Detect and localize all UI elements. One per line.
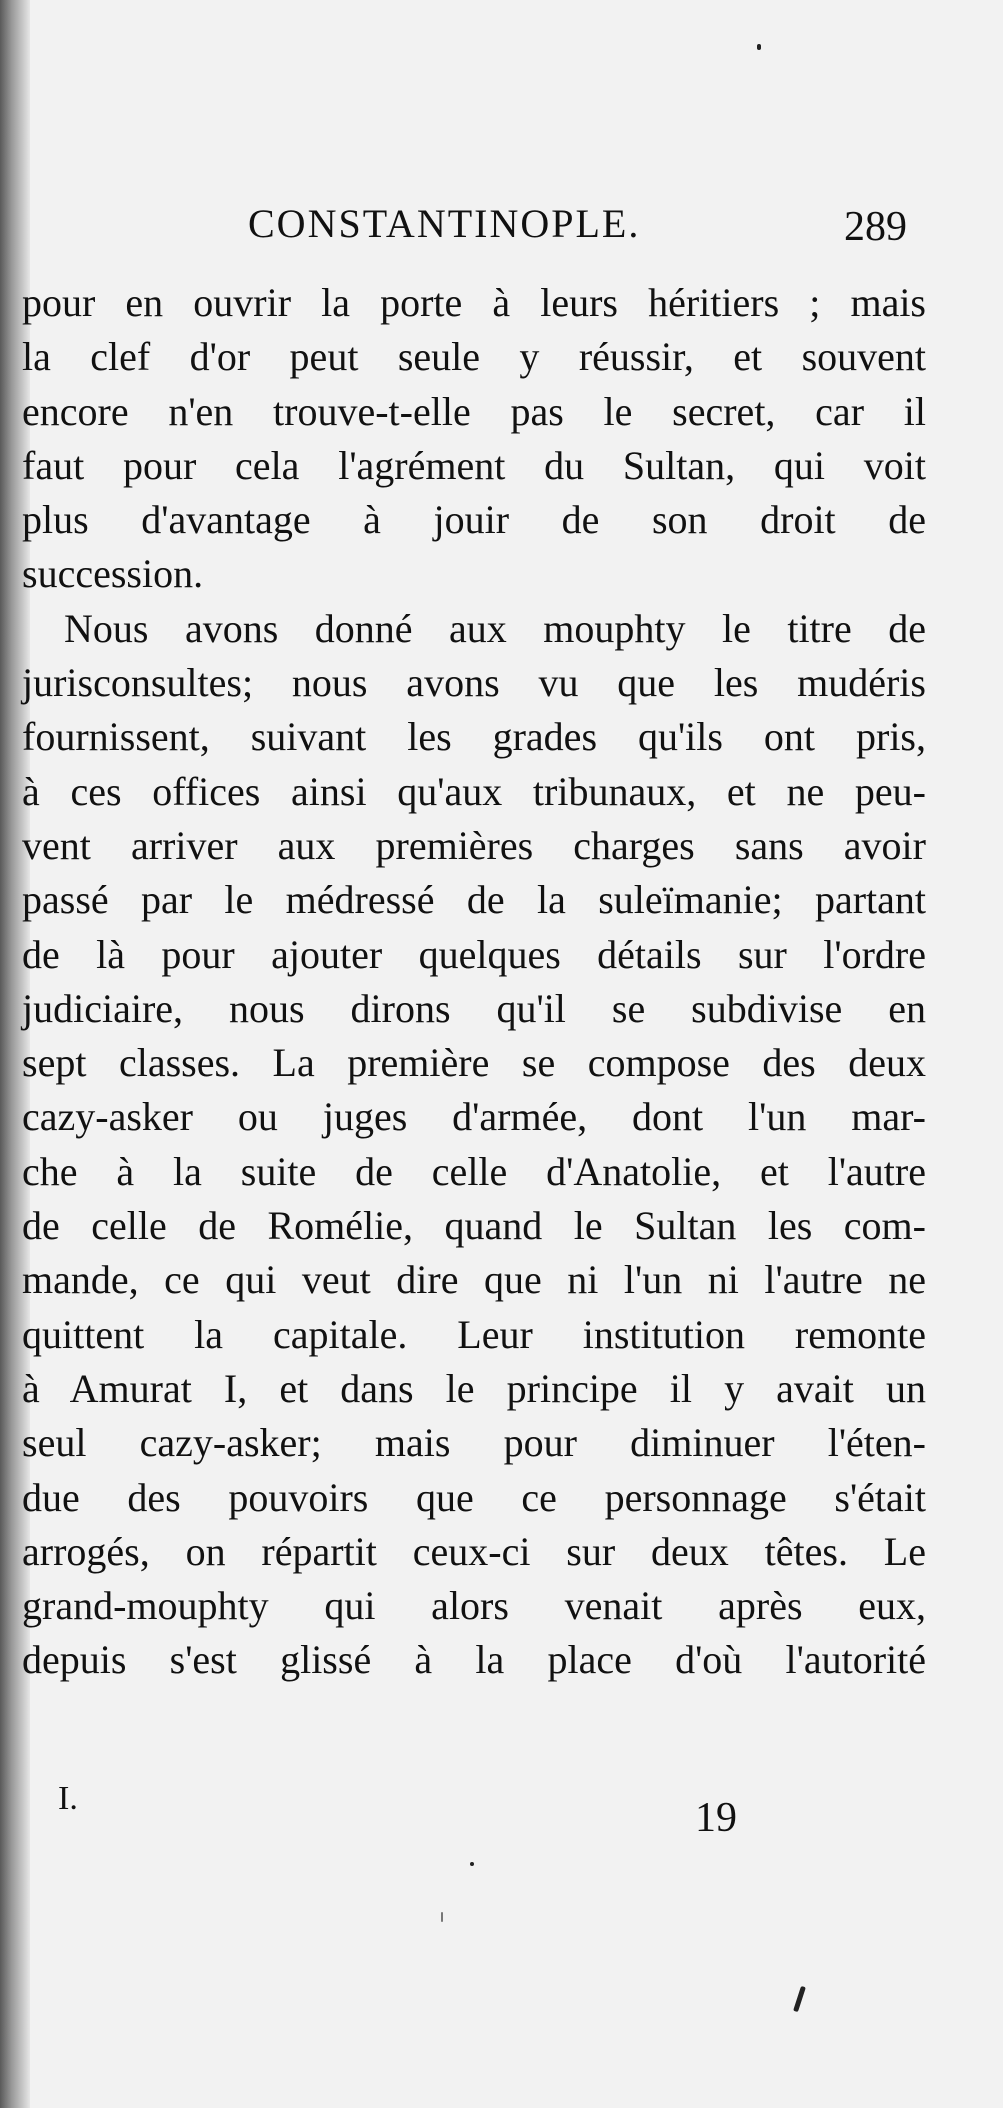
text-line: cazy-asker ou juges d'armée, dont l'un mar-	[22, 1094, 926, 1140]
text-line: passé par le médressé de la suleïmanie; partant	[22, 877, 926, 923]
text-line: che à la suite de celle d'Anatolie, et l'autre	[22, 1148, 926, 1194]
running-title: CONSTANTINOPLE.	[248, 201, 641, 246]
text-line: vent arriver aux premières charges sans avoir	[22, 822, 926, 868]
text-line: à ces offices ainsi qu'aux tribunaux, et ne peu-	[22, 768, 926, 814]
text-line: arrogés, on répartit ceux-ci sur deux têtes. Le	[22, 1528, 926, 1574]
scan-speck	[441, 1912, 443, 1922]
text-line: fournissent, suivant les grades qu'ils ont pris,	[22, 714, 926, 760]
text-line: sept classes. La première se compose des deux	[22, 1040, 926, 1086]
text-line: jurisconsultes; nous avons vu que les mudéris	[22, 660, 926, 706]
text-line: à Amurat I, et dans le principe il y avait un	[22, 1365, 926, 1411]
text-line: faut pour cela l'agrément du Sultan, qui voit	[22, 442, 926, 488]
volume-mark: I.	[58, 1780, 78, 1817]
scan-speck	[470, 1862, 474, 1866]
text-line: quittent la capitale. Leur institution remonte	[22, 1311, 926, 1357]
scan-speck	[757, 44, 761, 50]
text-line: seul cazy-asker; mais pour diminuer l'éten-	[22, 1420, 926, 1466]
text-line: la clef d'or peut seule y réussir, et souvent	[22, 334, 926, 380]
text-line: de celle de Romélie, quand le Sultan les com-	[22, 1203, 926, 1249]
scan-speck	[793, 1986, 806, 2012]
text-line: mande, ce qui veut dire que ni l'un ni l'autre ne	[22, 1257, 926, 1303]
text-line: encore n'en trouve-t-elle pas le secret, car il	[22, 388, 926, 434]
text-line: judiciaire, nous dirons qu'il se subdivise en	[22, 985, 926, 1031]
text-line: de là pour ajouter quelques détails sur l'ordre	[22, 931, 926, 977]
signature-mark: 19	[695, 1795, 737, 1841]
text-line: Nous avons donné aux mouphty le titre de	[64, 605, 926, 651]
text-line: succession.	[22, 551, 204, 597]
text-line: pour en ouvrir la porte à leurs héritiers ; mais	[22, 280, 926, 325]
text-line: due des pouvoirs que ce personnage s'était	[22, 1474, 926, 1520]
body-text	[22, 276, 926, 1688]
text-line: plus d'avantage à jouir de son droit de	[22, 497, 926, 543]
page-number: 289	[844, 204, 907, 250]
text-line: depuis s'est glissé à la place d'où l'autorité	[22, 1637, 926, 1683]
text-line: grand-mouphty qui alors venait après eux,	[22, 1583, 926, 1629]
